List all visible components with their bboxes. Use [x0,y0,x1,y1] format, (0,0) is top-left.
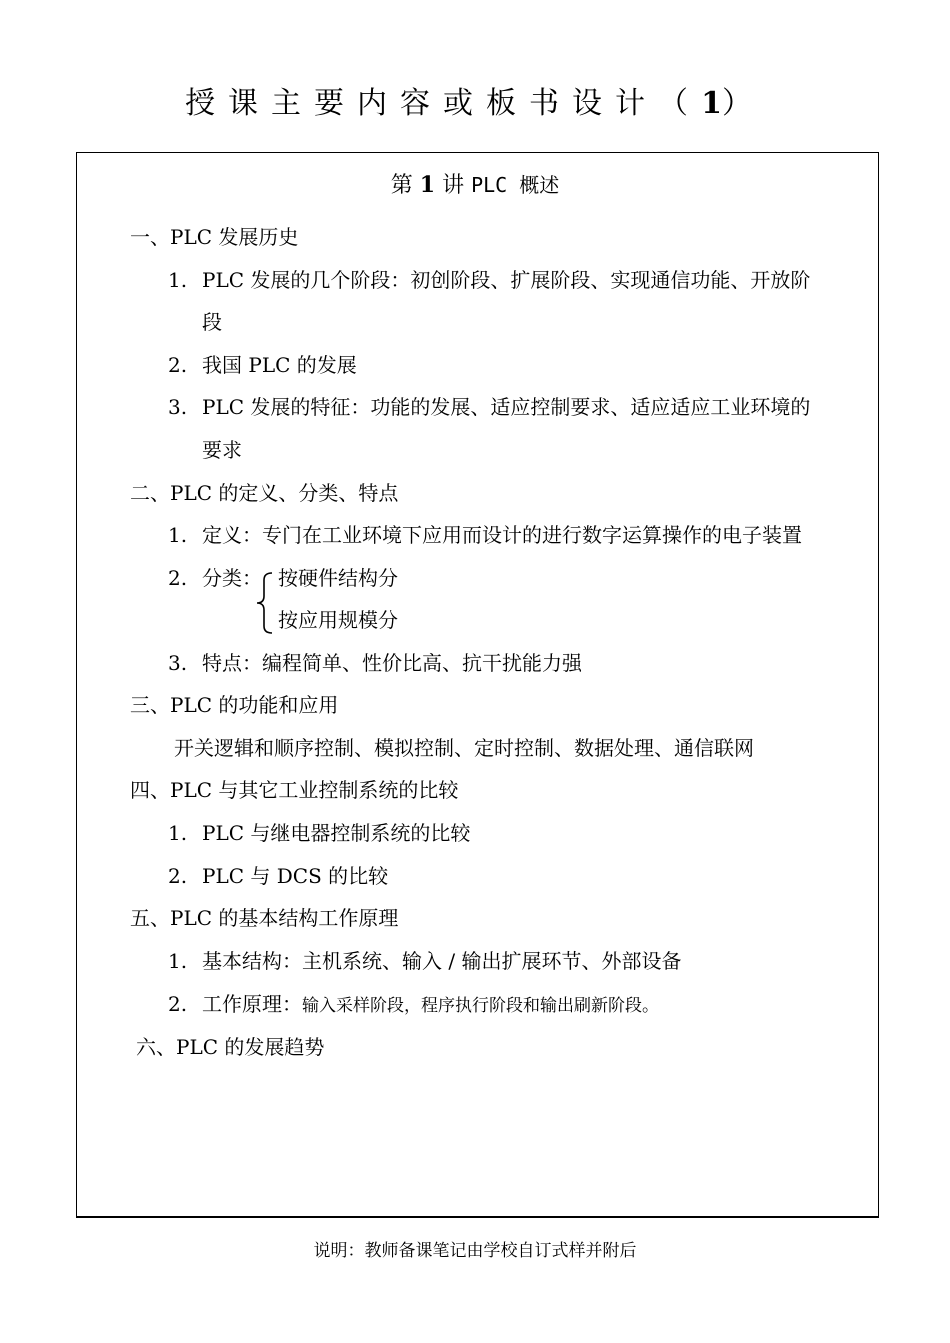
s2-item3-line1: 特点：编程简单、性价比高、抗干扰能力强 [202,651,582,675]
footer-note: 说明：教师备课笔记由学校自订式样并附后 [313,1241,637,1261]
s4-item1-line1: PLC 与继电器控制系统的比较 [202,821,471,845]
s1-item1-line2: 段 [202,310,222,334]
s5-item1-num: 1. [168,949,188,973]
s2-branch-hardware: 按硬件结构分 [278,566,398,590]
section-3-heading: 三、PLC 的功能和应用 [130,693,339,717]
s1-item3-line2: 要求 [202,438,242,462]
s4-item2-line1: PLC 与 DCS 的比较 [202,864,389,888]
s5-item2-content [202,989,659,1021]
page-title-number: 1 [701,86,722,121]
lecture-number: 1 [419,172,436,198]
s4-item2-num: 2. [168,864,188,888]
lecture-prefix: 第 [390,173,413,198]
lecture-title [0,168,950,203]
lecture-mid: 讲 [442,173,465,198]
s2-item1-line1: 定义：专门在工业环境下应用而设计的进行数字运算操作的电子装置 [202,523,802,547]
s1-item2-num: 2. [168,353,188,377]
s2-item3-num: 3. [168,651,188,675]
lecture-topic: PLC 概述 [471,173,560,197]
s2-item2-num: 2. [168,566,188,590]
page-title-text: 授课主要内容或板书设计（ [185,86,702,121]
s5-item2-detail: 输入采样阶段，程序执行阶段和输出刷新阶段。 [302,996,659,1016]
s2-item1-num: 1. [168,523,188,547]
page-title-close: ） [721,86,765,121]
section-4-heading: 四、PLC 与其它工业控制系统的比较 [130,778,459,802]
section-5-heading: 五、PLC 的基本结构工作原理 [130,906,399,930]
s1-item3-num: 3. [168,395,188,419]
s2-branch-scale: 按应用规模分 [278,608,398,632]
s2-item2-line1: 分类： [202,566,262,590]
s5-item2-num: 2. [168,992,188,1016]
s5-item1-line1: 基本结构：主机系统、输入 / 输出扩展环节、外部设备 [202,949,682,973]
section-1-heading: 一、PLC 发展历史 [130,225,299,249]
s1-item1-num: 1. [168,268,188,292]
s3-text: 开关逻辑和顺序控制、模拟控制、定时控制、数据处理、通信联网 [174,736,754,760]
section-2-heading: 二、PLC 的定义、分类、特点 [130,481,399,505]
s1-item1-line1: PLC 发展的几个阶段：初创阶段、扩展阶段、实现通信功能、开放阶 [202,268,811,292]
s1-item2-line1: 我国 PLC 的发展 [202,353,357,377]
s4-item1-num: 1. [168,821,188,845]
s1-item3-line1: PLC 发展的特征：功能的发展、适应控制要求、适应适应工业环境的 [202,395,811,419]
classification-brace [254,570,276,636]
s5-item2-label: 工作原理： [202,992,302,1016]
page-title [0,82,950,126]
section-6-heading: 六、PLC 的发展趋势 [136,1035,325,1059]
